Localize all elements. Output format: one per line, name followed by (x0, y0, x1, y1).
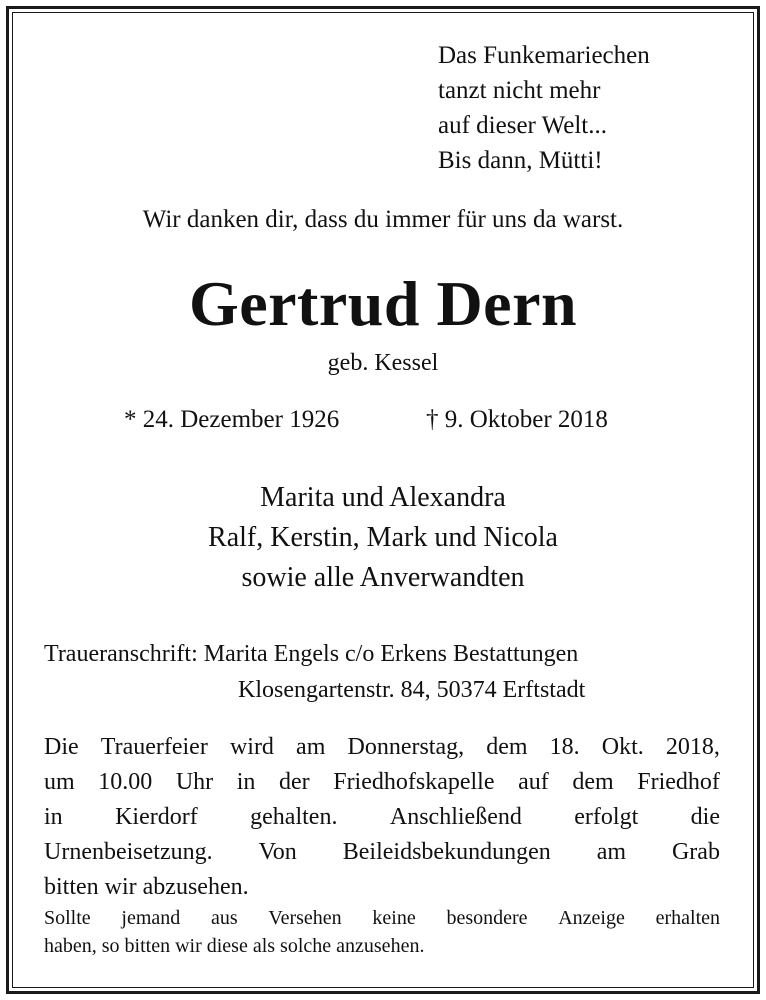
notice-line (44, 904, 720, 932)
ceremony-line (44, 765, 720, 800)
poem-line: Bis dann, Mütti! (438, 147, 603, 174)
word: Friedhofskapelle (333, 769, 495, 795)
word: aus (210, 907, 238, 929)
ceremony-line (44, 730, 720, 765)
word: Von (258, 839, 297, 865)
word: auf (518, 769, 549, 795)
address-line-2: Klosengartenstr. 84, 50374 Erftstadt (238, 677, 586, 703)
death-date: † 9. Oktober 2018 (426, 406, 608, 433)
word: keine (372, 907, 416, 929)
ceremony-line (44, 800, 720, 835)
word: am (296, 734, 326, 760)
word: Die (44, 734, 79, 760)
word: die (690, 804, 720, 830)
word: Friedhof (637, 769, 720, 795)
mourners (0, 478, 766, 598)
poem-line: tanzt nicht mehr (438, 77, 601, 104)
word: besondere (446, 907, 528, 929)
word: jemand (121, 907, 181, 929)
word: der (278, 769, 310, 795)
poem-line: Das Funkemariechen (438, 42, 650, 69)
word: Uhr (175, 769, 214, 795)
address-line-1: Traueranschrift: Marita Engels c/o Erkens Bestattungen (44, 641, 579, 667)
ceremony-text (44, 730, 720, 905)
thanks-line: Wir danken dir, dass du immer für uns da warst. (142, 206, 624, 233)
notice-text (44, 904, 720, 960)
notice-line: haben, so bitten wir diese als solche anzusehen. (44, 935, 425, 957)
mourning-address (44, 636, 585, 708)
word: gehalten. (250, 804, 338, 830)
word: am (596, 839, 627, 865)
word: um (44, 769, 75, 795)
word: Kierdorf (115, 804, 198, 830)
word: in (44, 804, 63, 830)
word: dem (572, 769, 614, 795)
word: Okt. (601, 734, 644, 760)
poem-line: auf dieser Welt... (438, 112, 607, 139)
word: Sollte (44, 907, 91, 929)
maiden-name: geb. Kessel (327, 350, 439, 376)
poem (438, 38, 650, 178)
word: Anschließend (389, 804, 522, 830)
mourner-line: Marita und Alexandra (260, 482, 506, 513)
word: Beileidsbekundungen (342, 839, 551, 865)
word: 10.00 (98, 769, 153, 795)
ceremony-line: bitten wir abzusehen. (44, 874, 249, 900)
word: Versehen (268, 907, 342, 929)
ceremony-line (44, 835, 720, 870)
word: 18. (549, 734, 580, 760)
word: Trauerfeier (100, 734, 208, 760)
mourner-line: Ralf, Kerstin, Mark und Nicola (208, 522, 558, 553)
word: wird (229, 734, 274, 760)
word: in (236, 769, 256, 795)
word: erhalten (655, 907, 720, 929)
word: Grab (671, 839, 720, 865)
word: 2018, (665, 734, 720, 760)
mourner-line: sowie alle Anverwandten (241, 562, 525, 593)
word: Urnenbeisetzung. (44, 839, 213, 865)
word: Donnerstag, (347, 734, 465, 760)
word: erfolgt (574, 804, 639, 830)
word: Anzeige (558, 907, 625, 929)
word: dem (486, 734, 528, 760)
birth-date: * 24. Dezember 1926 (124, 406, 340, 433)
deceased-name: Gertrud Dern (188, 268, 578, 339)
